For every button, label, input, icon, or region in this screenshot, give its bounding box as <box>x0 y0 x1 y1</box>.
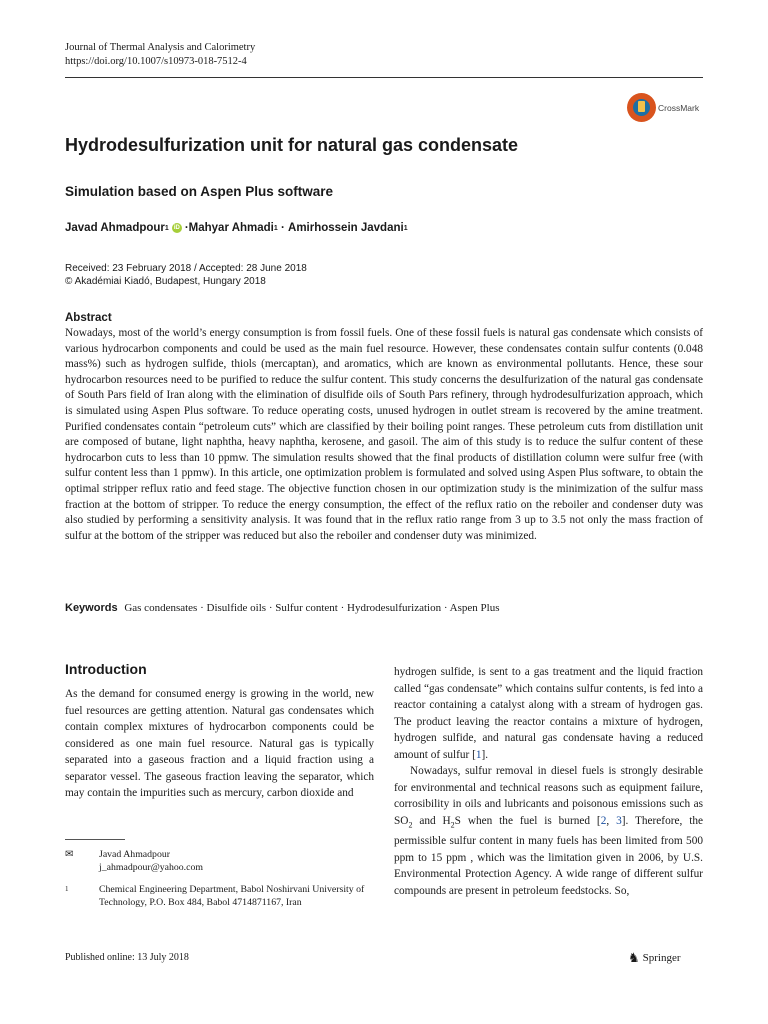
crossmark-icon <box>627 93 656 122</box>
paragraph-text: S when the fuel is burned [ <box>454 814 601 827</box>
paragraph <box>394 664 703 763</box>
paragraph <box>394 763 703 899</box>
published-online: Published online: 13 July 2018 <box>65 952 189 963</box>
author-affil-mark: 1 <box>164 224 169 232</box>
keywords <box>65 602 499 614</box>
paragraph-text: Nowadays, sulfur removal in diesel fuels is strongly desirable for environmental and technical reasons such as equipment failure, corrosibility in oils and lubricants and poisonous emissions such as SO <box>394 765 703 827</box>
affiliation-text: Chemical Engineering Department, Babol Noshirvani University of Technology, P.O. Box 484, Babol 4714871167, Iran <box>99 884 365 908</box>
copyright: © Akadémiai Kiadó, Budapest, Hungary 2018 <box>65 276 266 287</box>
subscript: 2 <box>450 819 455 829</box>
citation-link[interactable]: 2 <box>600 814 607 827</box>
corresponding-name: Javad Ahmadpour <box>99 849 171 860</box>
footnotes <box>65 848 374 909</box>
publisher-name: Springer <box>642 952 681 964</box>
crossmark-label: CrossMark <box>658 102 700 113</box>
author-separator: · <box>184 222 189 234</box>
body-column-left <box>65 686 374 802</box>
subscript: 2 <box>408 819 413 829</box>
header-rule <box>65 77 703 78</box>
author-affil-mark: 1 <box>273 224 278 232</box>
journal-header <box>65 41 255 69</box>
author-list <box>65 222 408 234</box>
keywords-list: Gas condensates · Disulfide oils · Sulfur content · Hydrodesulfurization · Aspen Plus <box>124 602 500 614</box>
paragraph-text: and H <box>412 814 451 827</box>
paragraph-text: ]. Therefore, the permissible sulfur content in many fuels has been limited from 500 ppm to 15 ppm , which was the limitation given in 2006, by U.S. Environmental Protection Agency. A wide range of different sulfur compounds are present in petroleum feedstocks. So, <box>394 814 703 897</box>
body-column-right <box>394 664 703 899</box>
springer-horse-icon: ♞ <box>628 950 640 965</box>
section-heading-introduction: Introduction <box>65 661 147 677</box>
paragraph-text: ]. <box>481 748 489 761</box>
publisher-logo[interactable] <box>628 950 681 966</box>
abstract-text: Nowadays, most of the world’s energy consumption is from fossil fuels. One of these fossil fuels is natural gas condensate which consists of various hydrocarbon components and could be used as the main fuel resource. However, these condensates contain sulfur contents (0.048 mass%) such as hydrogen sulfide, thiols (mercaptan), and aromatics, which are known as environmental pollutants. Hence, these sour hydrocarbon resources need to be purified to reduce the sulfur content. This study concerns the desulfurization of the natural gas condensate of South Pars field of Iran along with the elimination of disulfide oils of South Pars refinery, through hydrodesulfurization approach, which is simulated using Aspen Plus software. To reduce operating costs, unused hydrogen in outlet stream is recovered by the amine treatment. Purified condensates contain “petroleum cuts” which are classified by their boiling point ranges. These petroleum cuts from distillation unit are composed of butane, light naphtha, heavy naphtha, kerosene, and gasoil. The aim of this study is to reduce the sulfur content of these hydrocarbon cuts to less than 10 ppmw. The simulation results showed that the final products of distillation column were sulfur free (with sulfur content less than 1 ppmw). In this article, one optimization problem is formulated and solved using Aspen Plus software, to obtain the optimal stripper reflux ratio and feed stage. The objective function chosen in our optimization study is the minimization of the sulfur mass fraction at the bottom of stripper. To reduce the energy consumption, the effect of the reflux ratio on the reboiler and condenser duty was also studied by performing a sensitivity analysis. It was found that in the reflux ratio range from 3 up to 3.5 not only the mass fraction of sulfur at the bottom of the stripper was reduced but also the reboiler and condenser duty was minimized. <box>65 327 703 542</box>
corresponding-email[interactable]: j_ahmadpour@yahoo.com <box>99 862 203 873</box>
footnote-rule <box>65 839 125 840</box>
article-dates <box>65 262 307 288</box>
paragraph: As the demand for consumed energy is growing in the world, new fuel resources are getting attention. Natural gas condensates which contain complex mixtures of hydrocarbon components could be considered as one main fuel resource. Natural gas is typically separated into a gaseous fraction and a liquid fraction using a separator vessel. The gaseous fraction leaving the separator, which may contain the impurities such as mercury, carbon dioxide and <box>65 688 374 799</box>
abstract-heading: Abstract <box>65 312 112 324</box>
crossmark-badge[interactable] <box>627 93 699 122</box>
affiliation-mark: 1 <box>65 885 69 893</box>
article-subtitle: Simulation based on Aspen Plus software <box>65 184 334 199</box>
paragraph-text: , <box>606 814 617 827</box>
journal-name: Journal of Thermal Analysis and Calorimetry <box>65 42 256 53</box>
keywords-label: Keywords <box>65 602 118 614</box>
corresponding-author <box>65 848 374 874</box>
author-affil-mark: 1 <box>403 224 408 232</box>
mail-icon: ✉ <box>65 849 74 860</box>
orcid-icon[interactable]: iD <box>173 225 180 231</box>
author-name[interactable]: Mahyar Ahmadi <box>188 222 274 234</box>
citation-link[interactable]: 3 <box>616 814 622 827</box>
author-name[interactable]: Amirhossein Javdani <box>288 222 404 234</box>
paragraph-text: hydrogen sulfide, is sent to a gas treatment and the liquid fraction called “gas condensate” which contains sulfur contents, is fed into a reactor containing a catalyst along with a stream of hydrogen gas. The product leaving the reactor contains a mixture of hydrogen, hydrogen sulfide, and natural gas condensate having a reduced amount of sulfur [ <box>394 666 703 761</box>
citation-link[interactable]: 1 <box>475 748 482 761</box>
affiliation <box>65 883 374 909</box>
author-name[interactable]: Javad Ahmadpour <box>65 222 165 234</box>
article-title: Hydrodesulfurization unit for natural gas condensate <box>65 135 519 155</box>
doi-link[interactable]: https://doi.org/10.1007/s10973-018-7512-4 <box>65 56 247 67</box>
author-separator: · <box>277 222 289 234</box>
received-accepted: Received: 23 February 2018 / Accepted: 28 June 2018 <box>65 263 307 274</box>
